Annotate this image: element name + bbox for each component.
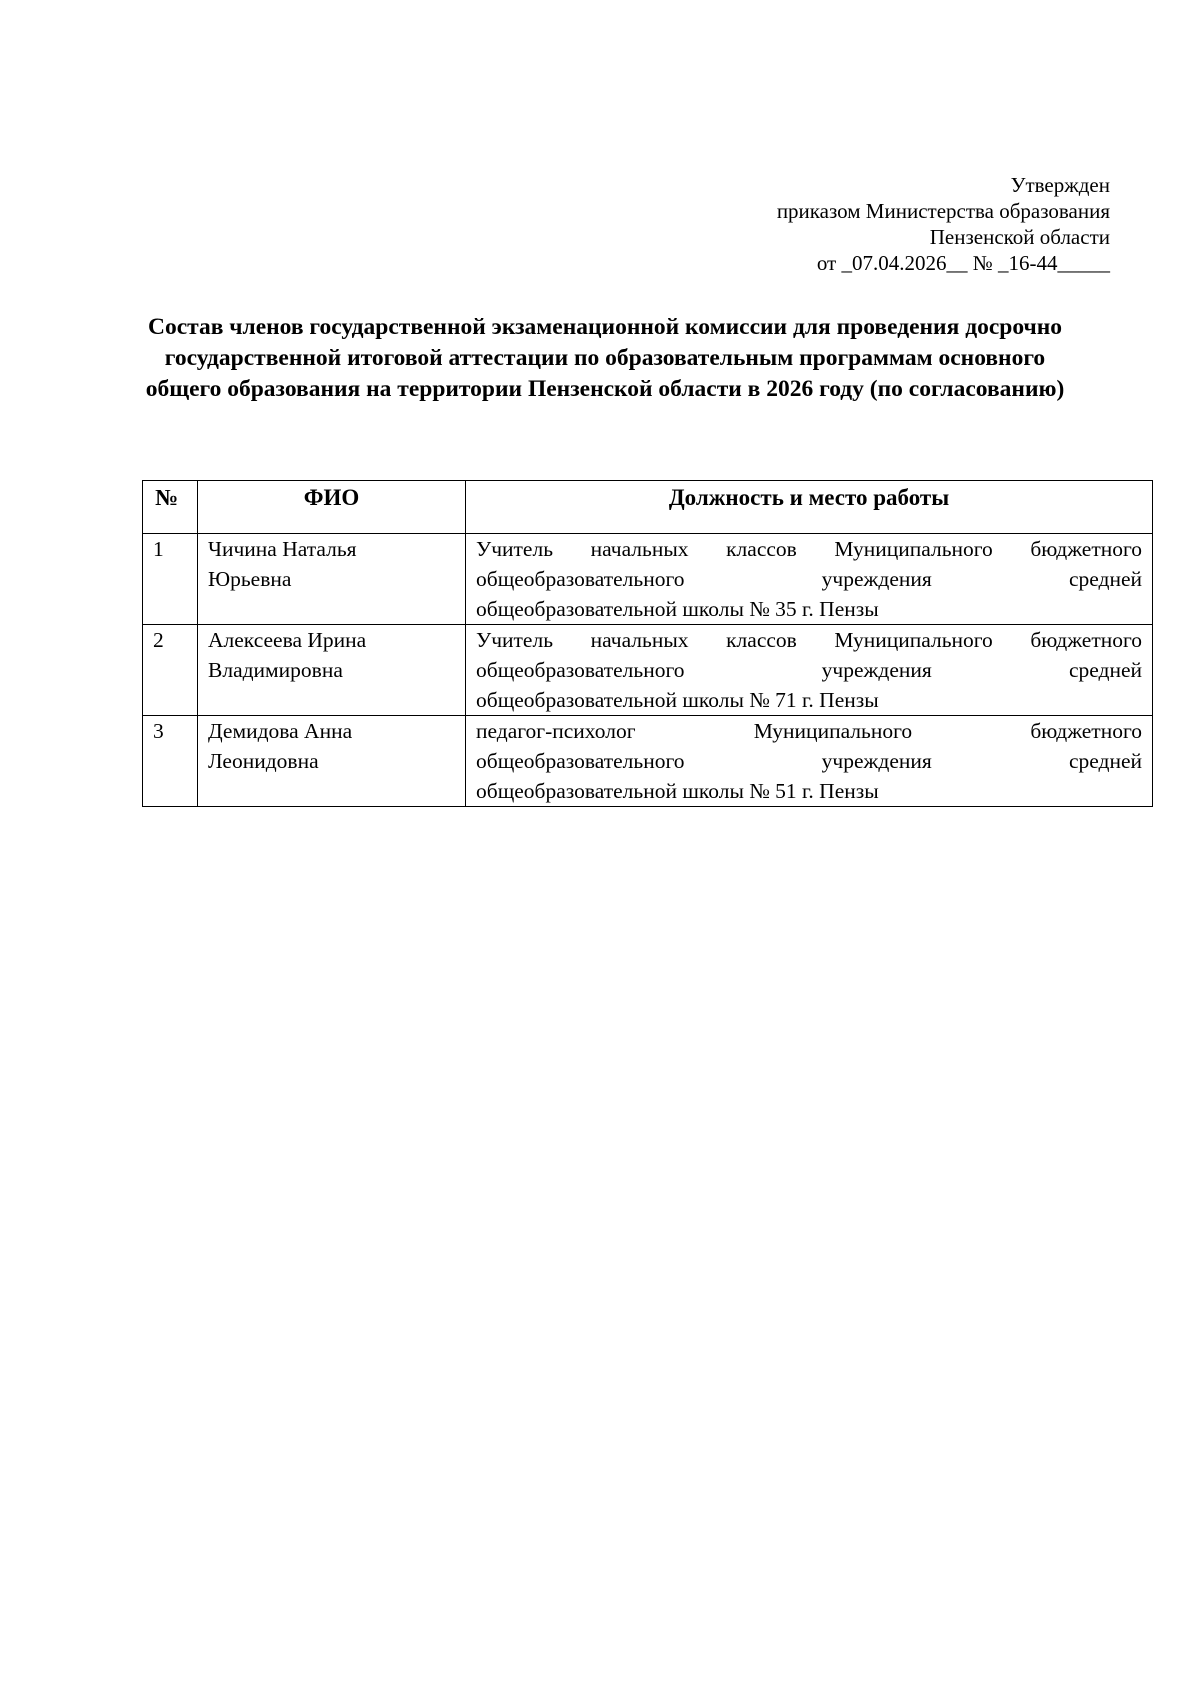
fio-line: Леонидовна xyxy=(208,749,319,773)
members-table xyxy=(142,480,1153,807)
position-line: Учитель начальных классов Муниципального бюджетного xyxy=(476,628,1142,652)
table-row xyxy=(143,534,1153,625)
row-fio xyxy=(198,625,466,716)
position-line: общеобразовательного учреждения средней xyxy=(476,749,1142,773)
row-position xyxy=(466,625,1153,716)
row-number: 1 xyxy=(143,534,198,625)
row-number: 2 xyxy=(143,625,198,716)
row-fio xyxy=(198,716,466,807)
header-position: Должность и место работы xyxy=(466,481,1153,534)
fio-line: Юрьевна xyxy=(208,567,292,591)
approval-line-region: Пензенской области xyxy=(929,225,1110,249)
row-number: 3 xyxy=(143,716,198,807)
row-position xyxy=(466,716,1153,807)
row-position xyxy=(466,534,1153,625)
header-number: № xyxy=(143,481,198,534)
header-fio: ФИО xyxy=(198,481,466,534)
position-line: общеобразовательного учреждения средней xyxy=(476,567,1142,591)
table-row xyxy=(143,716,1153,807)
position-line: общеобразовательной школы № 71 г. Пензы xyxy=(476,688,879,712)
fio-line: Владимировна xyxy=(208,658,343,682)
position-line: Учитель начальных классов Муниципального бюджетного xyxy=(476,537,1142,561)
approval-block xyxy=(590,172,1110,276)
position-line: общеобразовательной школы № 51 г. Пензы xyxy=(476,779,879,803)
position-line: педагог-психолог Муниципального бюджетного xyxy=(476,719,1142,743)
fio-line: Демидова Анна xyxy=(208,719,353,743)
approval-line-date-number: от _07.04.2026__ № _16-44_____ xyxy=(816,251,1110,275)
approval-line-order: приказом Министерства образования xyxy=(776,199,1110,223)
document-title: Состав членов государственной экзаменационной комиссии для проведения досрочно государственной итоговой аттестации по образовательным программам основного общего образования на территории Пензенской области в 2026 году (по согласованию) xyxy=(145,314,1065,402)
fio-line: Алексеева Ирина xyxy=(208,628,367,652)
table-row xyxy=(143,625,1153,716)
position-line: общеобразовательной школы № 35 г. Пензы xyxy=(476,597,879,621)
fio-line: Чичина Наталья xyxy=(208,537,357,561)
position-line: общеобразовательного учреждения средней xyxy=(476,658,1142,682)
row-fio xyxy=(198,534,466,625)
table-header-row xyxy=(143,481,1153,534)
approval-line-approved: Утвержден xyxy=(1010,173,1110,197)
